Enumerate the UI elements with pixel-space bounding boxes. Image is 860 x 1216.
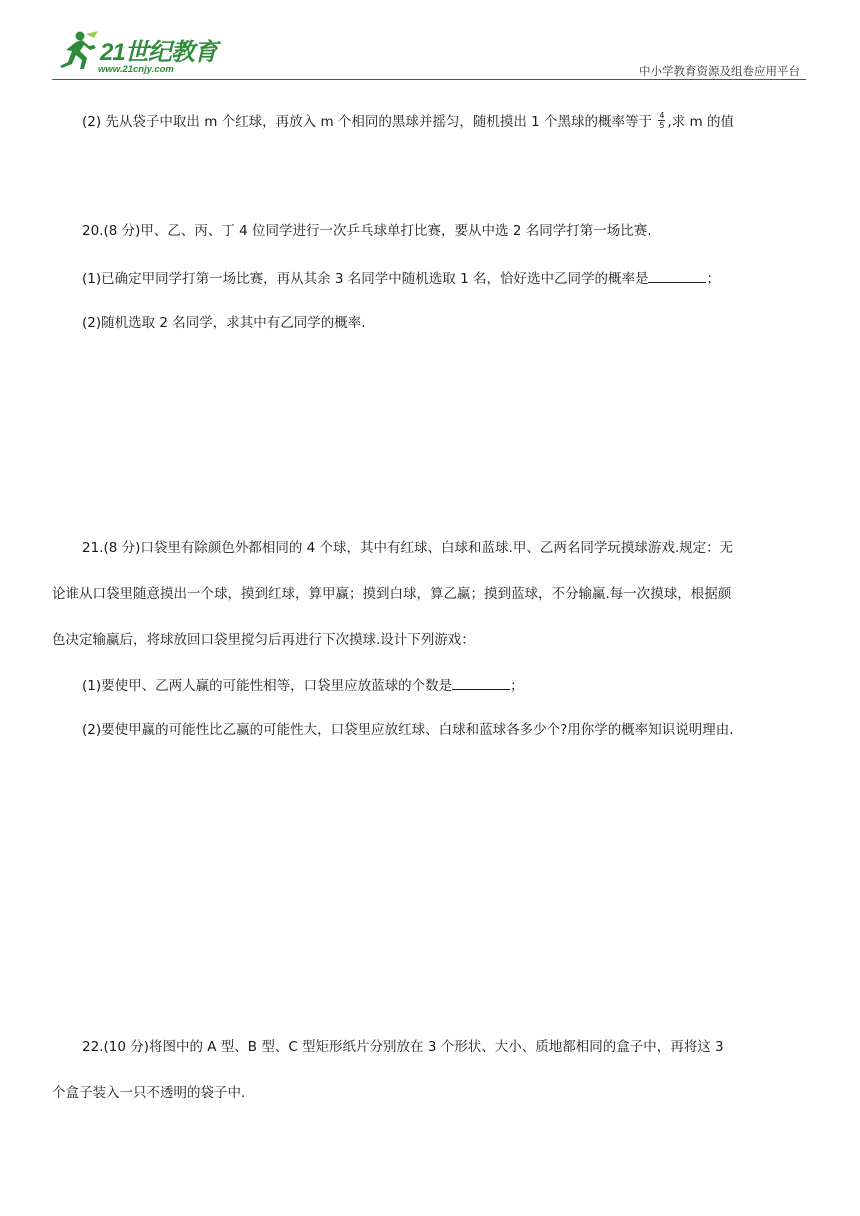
answer-blank[interactable] bbox=[648, 268, 706, 283]
q21-line2: 论谁从口袋里随意摸出一个球，摸到红球，算甲赢；摸到白球，算乙赢；摸到蓝球，不分输赢.每一次摸球，根据颜 bbox=[52, 586, 732, 602]
logo-url: www.21cnjy.com bbox=[98, 64, 174, 75]
logo-text: 21世纪教育 bbox=[100, 39, 217, 66]
q20-part2: (2)随机选取 2 名同学，求其中有乙同学的概率. bbox=[82, 315, 366, 331]
q19-part2 bbox=[82, 112, 734, 132]
fraction-denominator: 5 bbox=[659, 120, 665, 130]
q19-part2-tail: ,求 m 的值 bbox=[667, 114, 734, 130]
header-divider bbox=[52, 79, 806, 80]
fraction bbox=[658, 111, 665, 130]
q20-stem: 20.(8 分)甲、乙、丙、丁 4 位同学进行一次乒乓球单打比赛，要从中选 2 名同学打第一场比赛. bbox=[82, 223, 652, 239]
answer-blank[interactable] bbox=[452, 675, 510, 690]
runner-icon bbox=[56, 30, 100, 70]
q20-part1-text: (1)已确定甲同学打第一场比赛，再从其余 3 名同学中随机选取 1 名，恰好选中乙同学的概率是 bbox=[82, 271, 649, 287]
q21-line3: 色决定输赢后，将球放回口袋里搅匀后再进行下次摸球.设计下列游戏： bbox=[52, 632, 475, 648]
q21-part1 bbox=[82, 675, 524, 696]
q20-part1-tail: ； bbox=[706, 271, 720, 287]
q22-line1: 22.(10 分)将图中的 A 型、B 型、C 型矩形纸片分别放在 3 个形状、大小、质地都相同的盒子中，再将这 3 bbox=[82, 1039, 724, 1055]
q22-line2: 个盒子装入一只不透明的袋子中. bbox=[52, 1085, 246, 1101]
platform-caption: 中小学教育资源及组卷应用平台 bbox=[639, 64, 800, 78]
logo bbox=[56, 30, 236, 80]
fraction-numerator: 4 bbox=[659, 110, 665, 120]
q21-part1-tail: ； bbox=[510, 678, 524, 694]
q21-part2: (2)要使甲赢的可能性比乙赢的可能性大，口袋里应放红球、白球和蓝球各多少个?用你学的概率知识说明理由. bbox=[82, 722, 734, 738]
q21-part1-text: (1)要使甲、乙两人赢的可能性相等，口袋里应放蓝球的个数是 bbox=[82, 678, 453, 694]
page-header bbox=[0, 0, 860, 82]
q19-part2-text: (2) 先从袋子中取出 m 个红球，再放入 m 个相同的黑球并摇匀，随机摸出 1 个黑球的概率等于 bbox=[82, 114, 653, 130]
q20-part1 bbox=[82, 268, 720, 289]
q21-line1: 21.(8 分)口袋里有除颜色外都相同的 4 个球，其中有红球、白球和蓝球.甲、乙两名同学玩摸球游戏.规定：无 bbox=[82, 540, 734, 556]
